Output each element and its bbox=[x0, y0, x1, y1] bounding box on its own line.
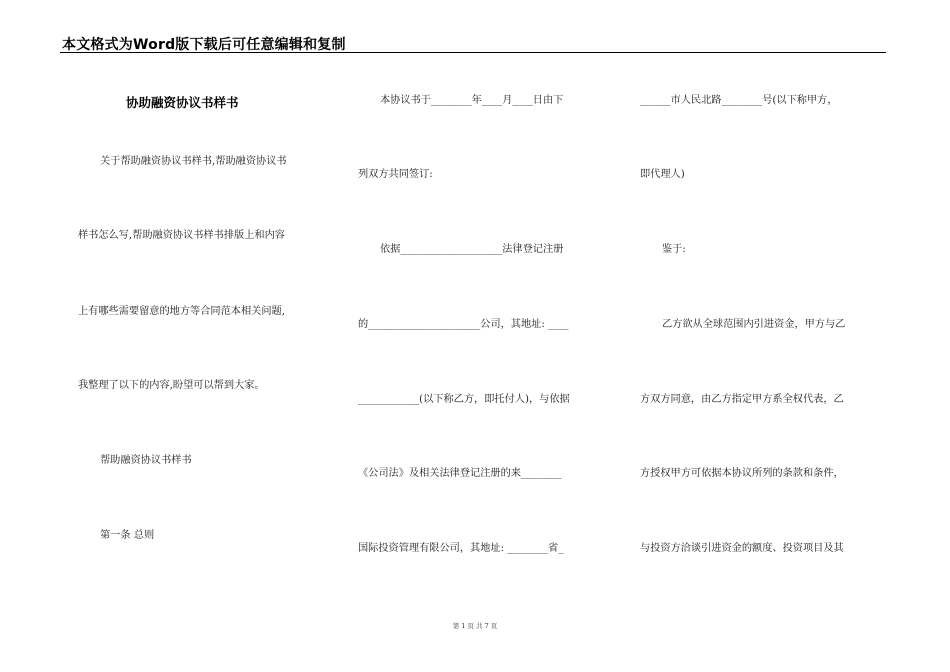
paragraph-line: 我整理了以下的内容,盼望可以帮到大家。 bbox=[78, 380, 265, 391]
paragraph-line: 样书怎么写,帮助融资协议书样书排版上和内容 bbox=[78, 230, 285, 241]
paragraph-line: ______市人民北路________号(以下称甲方， bbox=[640, 95, 838, 106]
paragraph-line: 乙方欲从全球范围内引进资金，甲方与乙 bbox=[662, 319, 846, 330]
paragraph-line: 方双方同意，由乙方指定甲方系全权代表，乙 bbox=[640, 394, 844, 405]
paragraph-line: 列双方共同签订: bbox=[358, 169, 433, 180]
document-title: 协助融资协议书样书 bbox=[126, 95, 239, 110]
paragraph-line: 方授权甲方可依据本协议所列的条款和条件， bbox=[640, 468, 844, 479]
paragraph-line: 国际投资管理有限公司，其地址: ________省_ bbox=[358, 543, 564, 554]
page-indicator: 第 1 页 共 7 页 bbox=[452, 622, 498, 630]
paragraph-line: 的______________________公司，其地址: ____ bbox=[358, 319, 569, 330]
header-title: 本文格式为Word版下载后可任意编辑和复制 bbox=[62, 37, 346, 53]
paragraph-line: 鉴于: bbox=[662, 244, 686, 255]
text-column-1 bbox=[78, 0, 323, 672]
paragraph-line: 依据____________________法律登记注册 bbox=[380, 244, 564, 255]
article-heading: 第一条 总则 bbox=[100, 530, 155, 541]
paragraph-line: ____________(以下称乙方，即托付人)，与依据 bbox=[358, 394, 570, 405]
paragraph-line: 关于帮助融资协议书样书,帮助融资协议书 bbox=[100, 156, 287, 167]
text-column-3 bbox=[640, 0, 890, 672]
paragraph-line: 与投资方洽谈引进资金的额度、投资项目及其 bbox=[640, 543, 844, 554]
section-heading: 帮助融资协议书样书 bbox=[100, 455, 192, 466]
paragraph-line: 本协议书于________年____月____日由下 bbox=[380, 95, 564, 106]
text-column-2 bbox=[358, 0, 608, 672]
paragraph-line: 《公司法》及相关法律登记注册的来________ bbox=[358, 468, 562, 479]
paragraph-line: 即代理人) bbox=[640, 169, 685, 180]
paragraph-line: 上有哪些需要留意的地方等合同范本相关问题, bbox=[78, 306, 285, 317]
